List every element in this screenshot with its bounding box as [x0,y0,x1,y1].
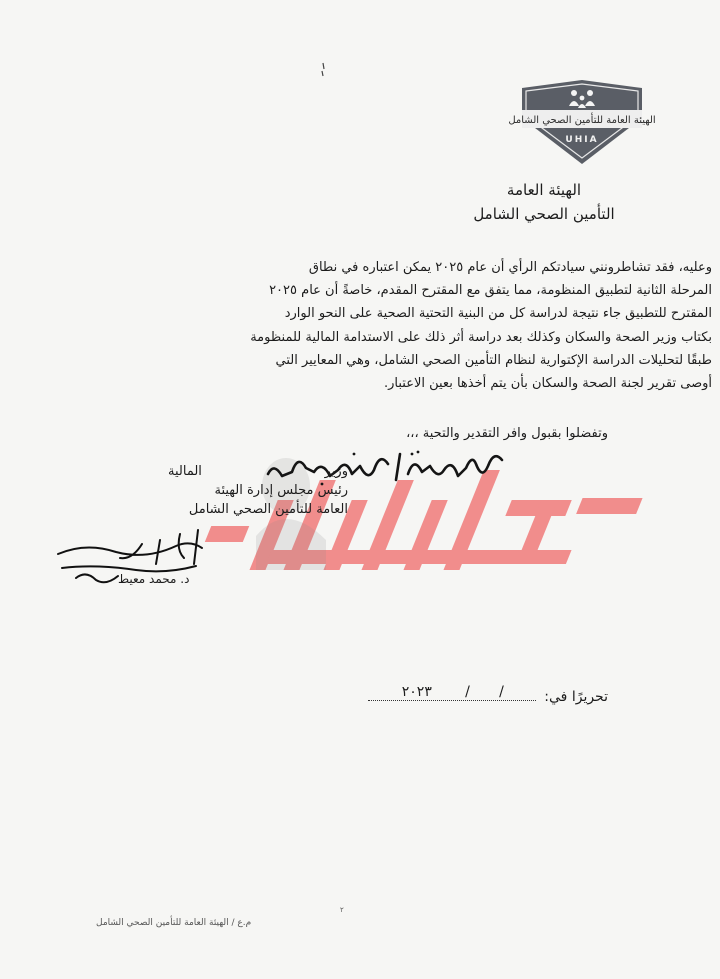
body-line: أوصى تقرير لجنة الصحة والسكان بأن يتم أخذها بعين الاعتبار. [383,376,712,392]
body-line: بكتاب وزير الصحة والسكان وكذلك بعد دراسة أثر ذلك على الاستدامة المالية للمنظومة [250,329,712,345]
stray-mark [320,62,326,78]
letter-body [100,256,712,395]
signatory-title [168,462,348,481]
body-line: وعليه، فقد تشاطرونني سيادتكم الرأي أن عام ٢٠٢٥ يمكن اعتباره في نطاق [308,260,712,275]
page-mark: ٢ [340,906,344,914]
body-line: طبقًا لتحليلات الدراسة الإكتوارية لنظام التأمين الصحي الشامل، وهي المعايير التي [275,352,712,368]
body-line: المرحلة الثانية لتطبيق المنظومة، مما يتفق مع المقترح المقدم، خاصةً أن عام ٢٠٢٥ [269,283,712,299]
date-year: ٢٠٢٣ [401,684,432,700]
org-name-header [434,178,654,226]
logo-org-name: الهيئة العامة للتأمين الصحي الشامل [508,115,656,126]
org-name-line2: التأمين الصحي الشامل [473,205,615,223]
signatory-position-line2: العامة للتأمين الصحي الشامل [188,502,348,517]
date-field [368,686,536,701]
date-separator: / [499,684,504,700]
signatory-title-left: وزير [324,464,348,479]
uhia-logo [508,78,656,166]
closing-salutation: وتفضلوا بقبول وافر التقدير والتحية ،،، [406,426,608,441]
date-separator: / [465,684,470,700]
footer-text: م.ع / الهيئة العامة للتأمين الصحي الشامل [96,918,252,928]
signer-name: د. محمد معيط [118,572,190,586]
logo-abbreviation: UHIA [565,135,599,145]
body-line: المقترح للتطبيق جاء نتيجة لدراسة كل من البنية التحتية الصحية على النحو الوارد [284,306,712,322]
signatory-position-line1: رئيس مجلس إدارة الهيئة [214,483,348,498]
date-label: تحريرًا في: [544,689,608,705]
date-line [368,686,608,705]
signatory-block [168,462,348,519]
signatory-title-right: المالية [168,464,202,479]
org-name-line1: الهيئة العامة [506,181,582,199]
